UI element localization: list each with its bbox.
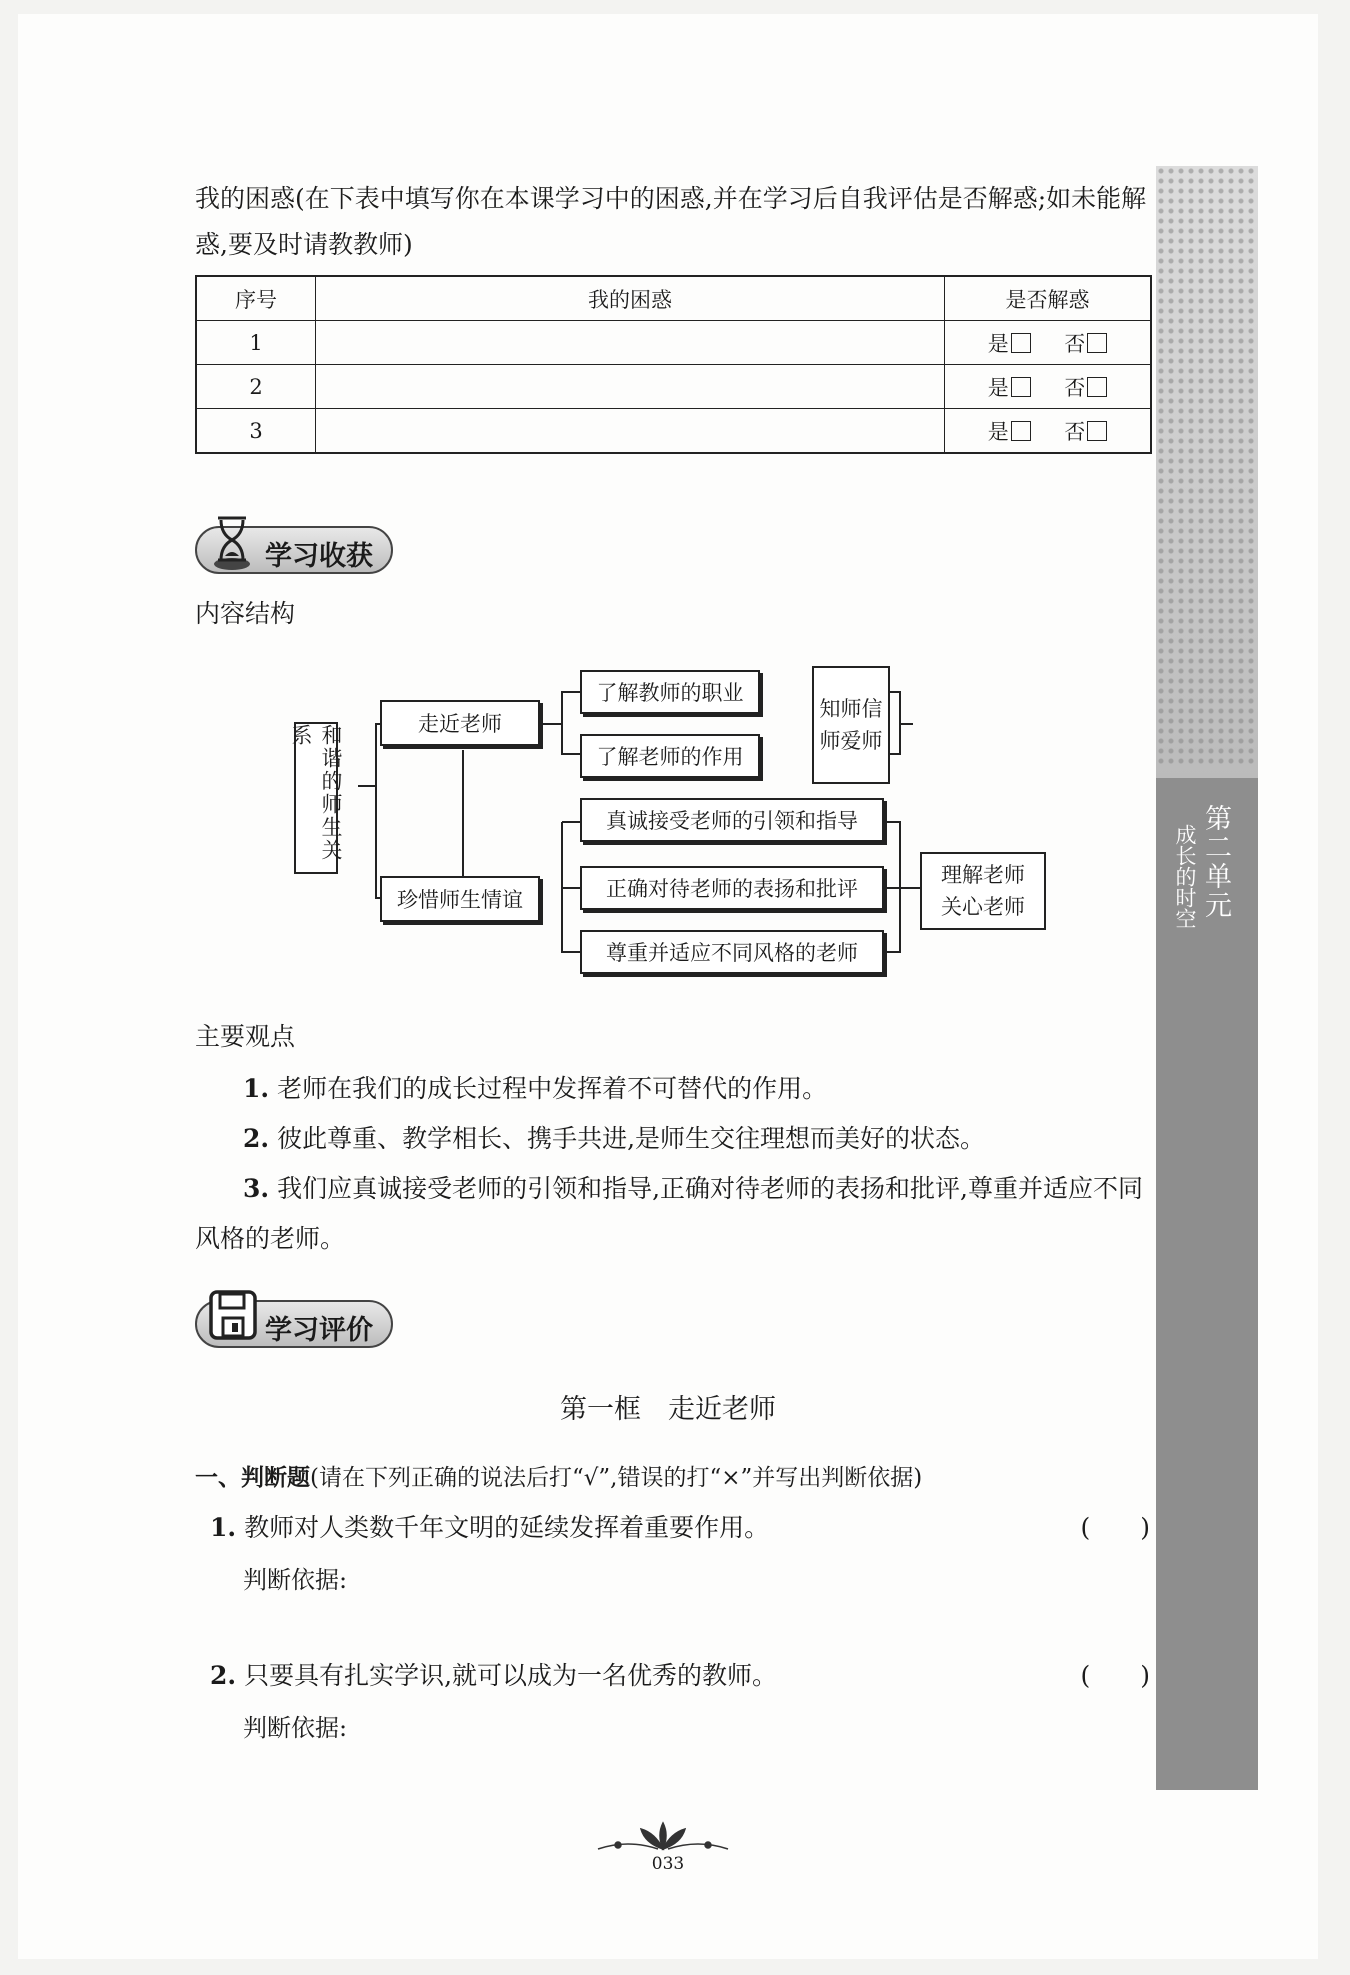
- question-text: 只要具有扎实学识,就可以成为一名优秀的教师。: [244, 1661, 778, 1690]
- unit-subtitle: 成长的时空: [1173, 824, 1197, 929]
- puzzles-heading-lead: 我的困惑: [195, 184, 296, 213]
- no-checkbox[interactable]: [1087, 333, 1107, 353]
- puzzles-heading-text: (在下表中填写你在本课学习中的困惑,并在学习后自我评估是否解惑;如未能解惑,要及时请教教师): [195, 184, 1147, 259]
- viewpoint-text: 彼此尊重、教学相长、携手共进,是师生交往理想而美好的状态。: [277, 1124, 986, 1153]
- structure-title: 内容结构: [195, 599, 296, 628]
- diagram-branch2-result: 理解老师关心老师: [920, 852, 1046, 930]
- question-number: 1.: [210, 1513, 237, 1542]
- no-label: 否: [1064, 331, 1086, 356]
- viewpoint-text: 老师在我们的成长过程中发挥着不可替代的作用。: [277, 1074, 828, 1103]
- diagram-branch2-node: 珍惜师生情谊: [380, 876, 540, 922]
- no-checkbox[interactable]: [1087, 421, 1107, 441]
- puzzles-heading: [195, 176, 1155, 268]
- diagram-branch1-result: 知师信师爱师: [812, 666, 890, 784]
- workbook-page: [18, 14, 1318, 1959]
- puzzle-cell[interactable]: [316, 321, 945, 365]
- col-header-number: 序号: [196, 276, 316, 321]
- table-row: [196, 409, 1151, 454]
- row-number: 2: [196, 365, 316, 409]
- judgment-basis-label[interactable]: 判断依据:: [243, 1714, 348, 1742]
- yes-checkbox[interactable]: [1011, 333, 1031, 353]
- viewpoints-title: 主要观点: [195, 1022, 296, 1051]
- yes-label: 是: [987, 419, 1009, 444]
- hourglass-icon: [203, 512, 261, 574]
- sidebar-band: [1156, 778, 1258, 1790]
- viewpoint-item: [195, 1164, 1155, 1264]
- question-group-lead: 一、判断题: [195, 1465, 310, 1491]
- diagram-branch1-item: 了解老师的作用: [580, 734, 760, 778]
- diagram-branch2-item: 正确对待老师的表扬和批评: [580, 866, 884, 910]
- diagram-branch2-item: 真诚接受老师的引领和指导: [580, 798, 884, 842]
- puzzles-table: [195, 275, 1152, 454]
- answer-parentheses[interactable]: ( ): [1080, 1661, 1150, 1690]
- learning-gains-label: 学习收获: [265, 541, 373, 572]
- floppy-disk-icon: [203, 1286, 261, 1344]
- puzzle-cell[interactable]: [316, 365, 945, 409]
- section-title: 第一框 走近老师: [560, 1394, 776, 1425]
- yes-checkbox[interactable]: [1011, 377, 1031, 397]
- unit-title: 第二单元: [1200, 804, 1231, 920]
- col-header-resolved: 是否解惑: [945, 276, 1152, 321]
- viewpoint-text: 我们应真诚接受老师的引领和指导,正确对待老师的表扬和批评,尊重并适应不同风格的老师。: [195, 1174, 1143, 1253]
- judgment-question: [210, 1656, 1150, 1692]
- viewpoint-number: 3.: [243, 1174, 270, 1203]
- question-group-instructions: (请在下列正确的说法后打“√”,错误的打“×”并写出判断依据): [310, 1465, 923, 1491]
- no-checkbox[interactable]: [1087, 377, 1107, 397]
- viewpoint-number: 2.: [243, 1124, 270, 1153]
- resolved-cell: [945, 409, 1152, 454]
- learning-gains-badge: [195, 526, 393, 574]
- resolved-cell: [945, 321, 1152, 365]
- diagram-branch1-item: 了解教师的职业: [580, 670, 760, 714]
- learning-evaluation-badge: [195, 1300, 393, 1348]
- floral-ornament-icon: [588, 1819, 738, 1857]
- diagram-branch1-node: 走近老师: [380, 700, 540, 746]
- judgment-basis-label[interactable]: 判断依据:: [243, 1566, 348, 1594]
- resolved-cell: [945, 365, 1152, 409]
- table-row: [196, 321, 1151, 365]
- sidebar-pattern: [1156, 166, 1258, 766]
- no-label: 否: [1064, 419, 1086, 444]
- diagram-branch2-item: 尊重并适应不同风格的老师: [580, 930, 884, 974]
- unit-sidebar: [1156, 166, 1258, 1790]
- puzzle-cell[interactable]: [316, 409, 945, 454]
- yes-checkbox[interactable]: [1011, 421, 1031, 441]
- answer-parentheses[interactable]: ( ): [1080, 1513, 1150, 1542]
- no-label: 否: [1064, 375, 1086, 400]
- yes-label: 是: [987, 331, 1009, 356]
- viewpoint-number: 1.: [243, 1074, 270, 1103]
- viewpoint-item: [195, 1064, 1155, 1114]
- table-header-row: [196, 276, 1151, 321]
- judgment-question: [210, 1508, 1150, 1544]
- viewpoint-item: [195, 1114, 1155, 1164]
- col-header-puzzle: 我的困惑: [316, 276, 945, 321]
- question-number: 2.: [210, 1661, 237, 1690]
- table-row: [196, 365, 1151, 409]
- learning-evaluation-label: 学习评价: [265, 1315, 373, 1346]
- question-text: 教师对人类数千年文明的延续发挥着重要作用。: [244, 1513, 770, 1542]
- page-number: 033: [651, 1854, 685, 1874]
- diagram-root-node: 和谐的师生关系: [294, 722, 338, 874]
- yes-label: 是: [987, 375, 1009, 400]
- question-group-heading: [195, 1459, 922, 1492]
- row-number: 3: [196, 409, 316, 454]
- row-number: 1: [196, 321, 316, 365]
